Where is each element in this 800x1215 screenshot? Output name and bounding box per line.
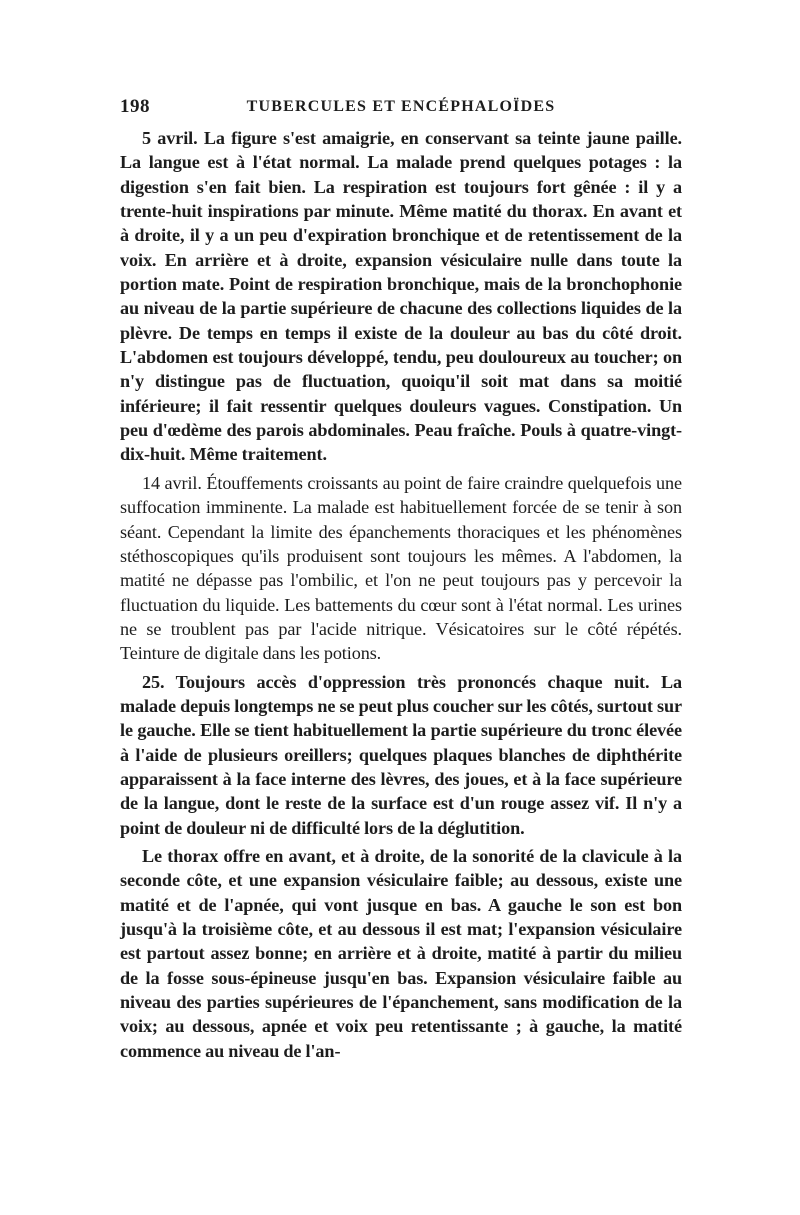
paragraph-thorax: Le thorax offre en avant, et à droite, de la sonorité de la clavicule à la seconde côte, et une expansion vésiculaire faible; au dessous, existe une matité et de l'apnée, qui vont jusque en bas. A gauche le son est bon jusqu'à la troisième côte, et au dessous il est mat; l'expansion vésiculaire est partout assez bonne; en arrière et à droite, matité à partir du milieu de la fosse sous-épineuse jusqu'en bas. Expansion vésiculaire faible au niveau des parties supérieures de l'épanchement, sans modification de la voix; au dessous, apnée et voix peu retentissante ; à gauche, la matité commence au niveau de l'an-	[120, 845, 682, 1061]
page-number: 198	[120, 96, 150, 117]
paragraph-5-avril: 5 avril. La figure s'est amaigrie, en conservant sa teinte jaune paille. La langue est à l'état normal. La malade prend quelques potages : la digestion s'en fait bien. La respiration est toujours fort gênée : il y a trente-huit inspirations par minute. Même matité du thorax. En avant et à droite, il y a un peu d'expiration bronchique et de retentissement de la voix. En arrière et à droite, expansion vésiculaire nulle dans toute la portion mate. Point de respiration bronchique, mais de la bronchophonie au niveau de la partie supérieure de chacune des collections liquides de la plèvre. De temps en temps il existe de la douleur au bas du côté droit. L'abdomen est toujours développé, tendu, peu douloureux au toucher; on n'y distingue pas de fluctuation, quoiqu'il soit mat dans sa moitié inférieure; il fait ressentir quelques douleurs vagues. Constipation. Un peu d'œdème des parois abdominales. Peau fraîche. Pouls à quatre-vingt-dix-huit. Même traitement.	[120, 128, 682, 465]
paragraph-14-avril: 14 avril. Étouffements croissants au point de faire craindre quelquefois une suffocation imminente. La malade est habituellement forcée de se tenir à son séant. Cependant la limite des épanchements thoraciques et les phénomènes stéthoscopiques qu'ils produisent sont toujours les mêmes. A l'abdomen, la matité ne dépasse pas l'ombilic, et l'on ne peut toujours pas y percevoir la fluctuation du liquide. Les battements du cœur sont à l'état normal. Les urines ne se troublent pas par l'acide nitrique. Vésicatoires sur le côté répétés. Teinture de digitale dans les potions.	[120, 472, 682, 664]
running-head	[120, 96, 682, 124]
body-text	[120, 126, 682, 1067]
running-title: TUBERCULES ET ENCÉPHALOÏDES	[246, 98, 556, 115]
paragraph-25: 25. Toujours accès d'oppression très prononcés chaque nuit. La malade depuis longtemps ne se peut plus coucher sur les côtés, surtout sur le gauche. Elle se tient habituellement la partie supérieure du tronc élevée à l'aide de plusieurs oreillers; quelques plaques blanches de diphthérite apparaissent à la face interne des lèvres, des joues, et à la face supérieure de la langue, dont le reste de la surface est d'un rouge assez vif. Il n'y a point de douleur ni de difficulté lors de la déglutition.	[120, 671, 682, 838]
